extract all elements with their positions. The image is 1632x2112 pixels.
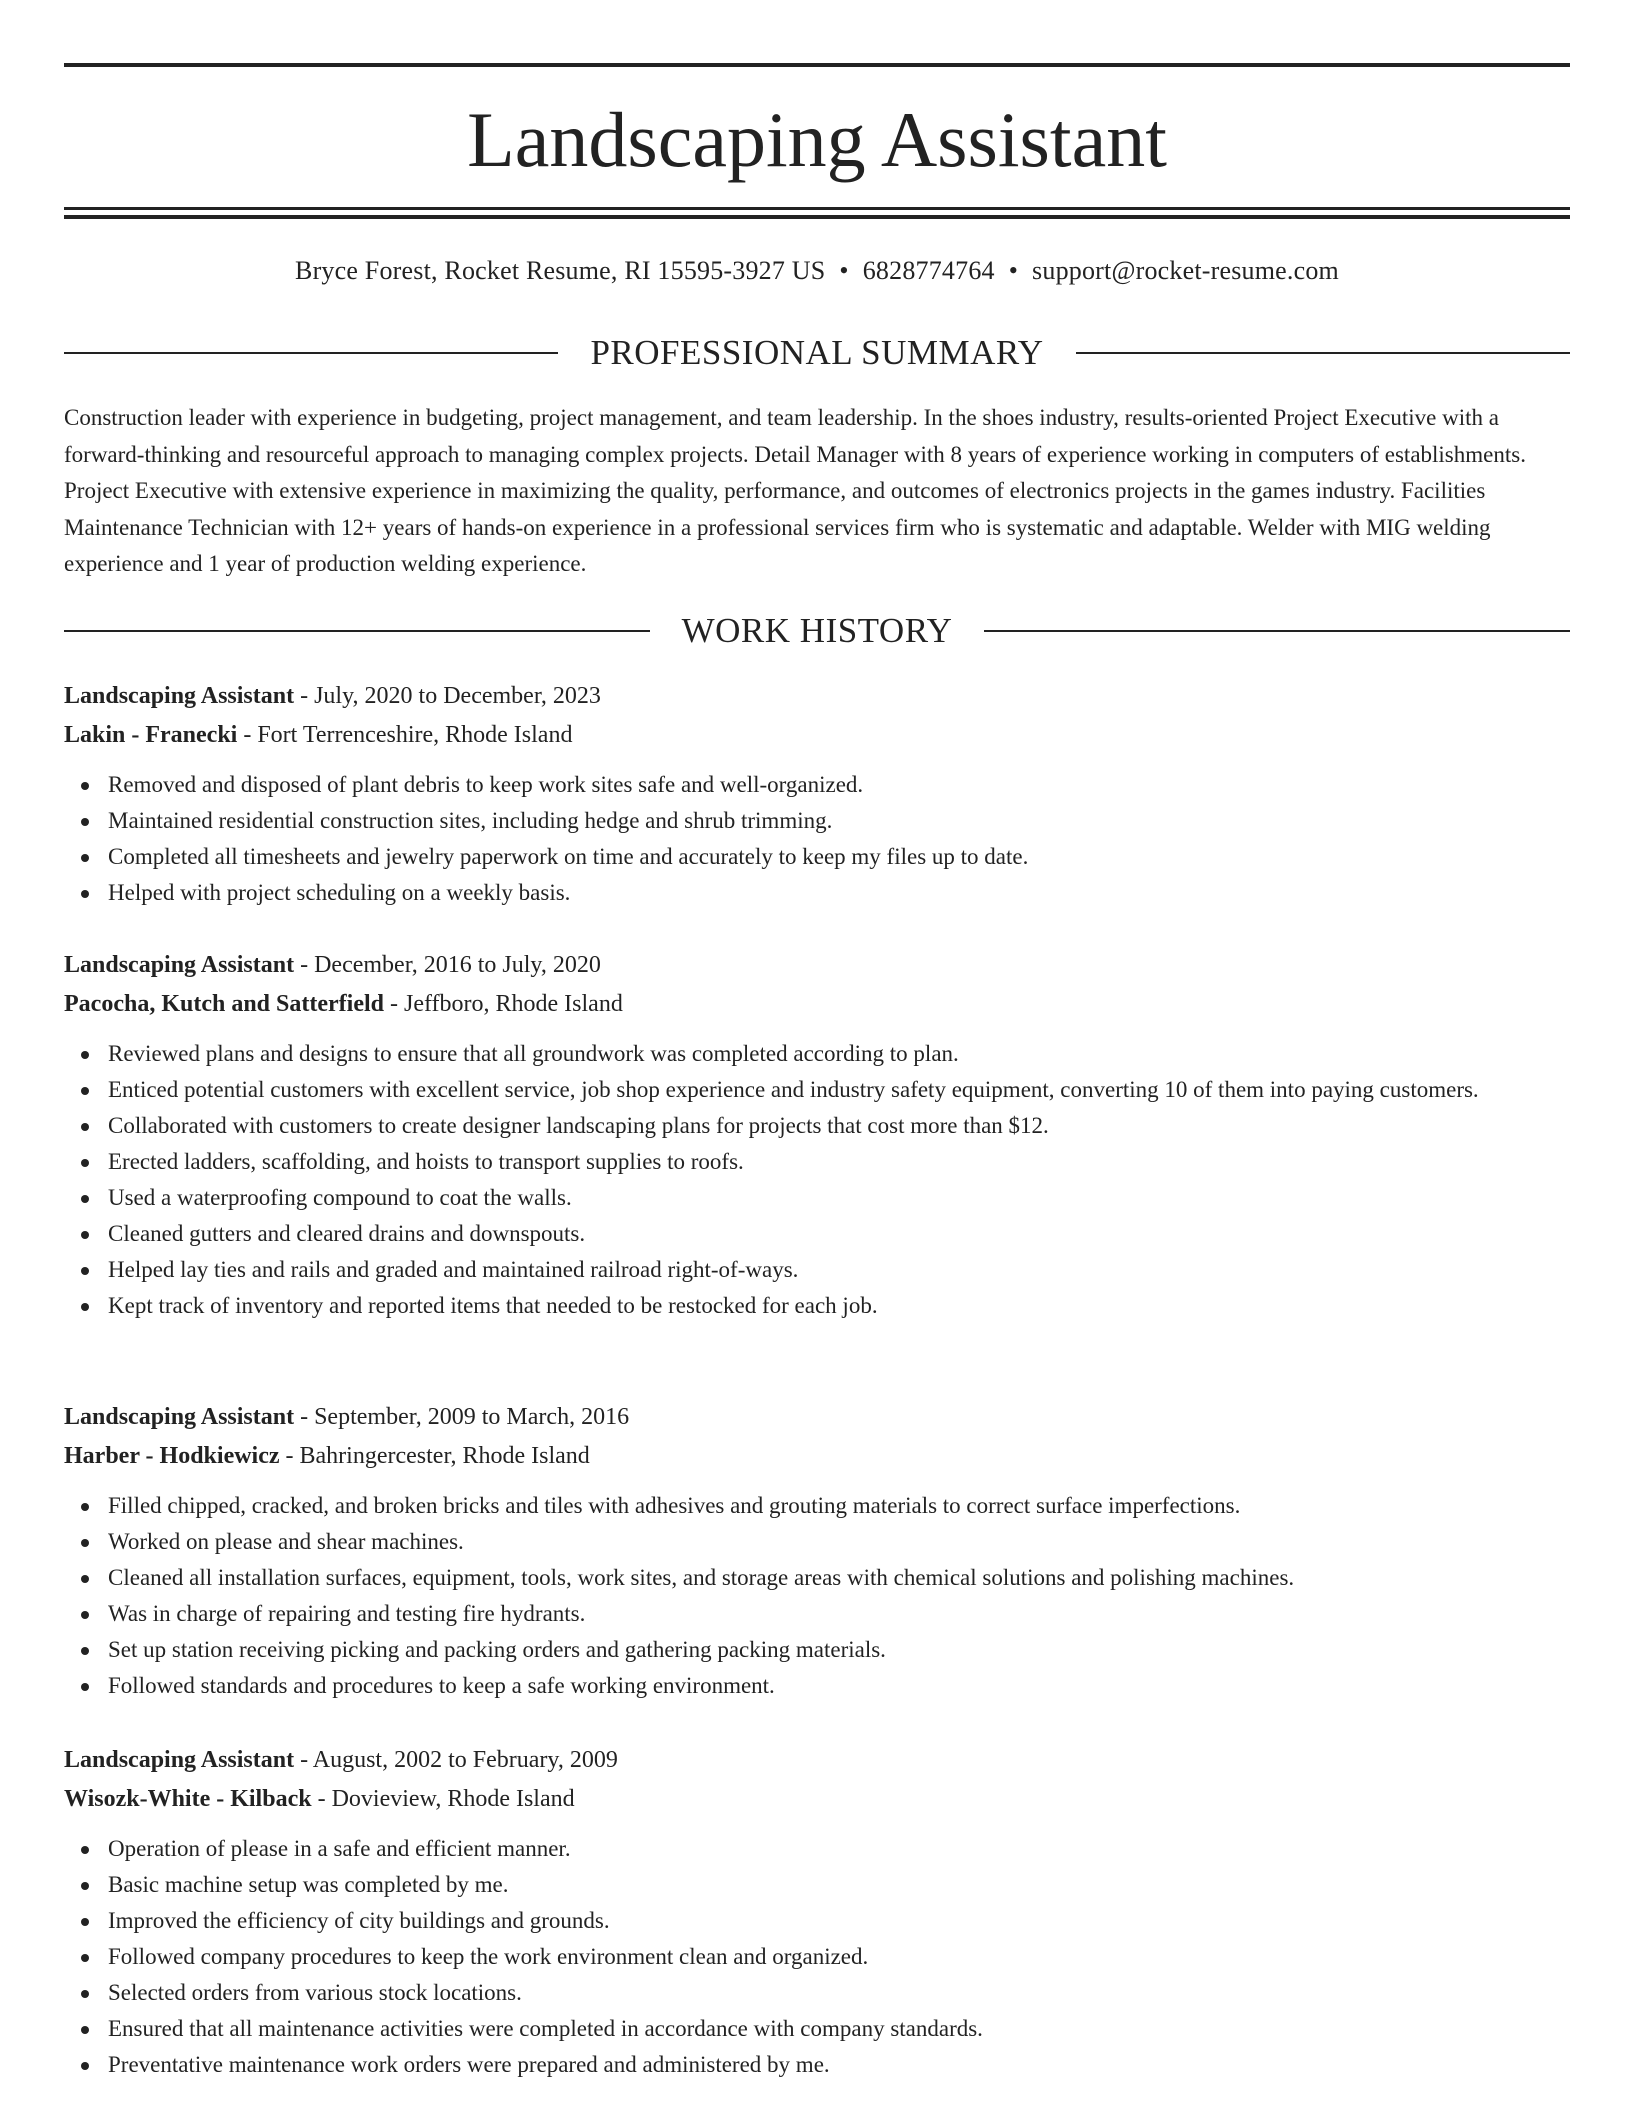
job-bullet: Followed standards and procedures to keep a safe working environment. <box>64 1668 1570 1704</box>
work-history-heading <box>64 609 1570 653</box>
job-bullet: Kept track of inventory and reported items that needed to be restocked for each job. <box>64 1288 1570 1324</box>
job-entry <box>64 677 1570 911</box>
job-bullets <box>64 1488 1570 1704</box>
job-bullet: Reviewed plans and designs to ensure that all groundwork was completed according to plan. <box>64 1036 1570 1072</box>
job-bullet: Selected orders from various stock locations. <box>64 1975 1570 2011</box>
job-bullet: Basic machine setup was completed by me. <box>64 1867 1570 1903</box>
job-company: Pacocha, Kutch and Satterfield <box>64 991 384 1017</box>
job-bullet: Set up station receiving picking and packing orders and gathering packing materials. <box>64 1632 1570 1668</box>
job-bullet: Collaborated with customers to create designer landscaping plans for projects that cost more than $12. <box>64 1108 1570 1144</box>
job-company: Wisozk-White - Kilback <box>64 1786 312 1812</box>
job-bullet: Filled chipped, cracked, and broken bricks and tiles with adhesives and grouting materials to correct surface imperfections. <box>64 1488 1570 1524</box>
job-bullets <box>64 767 1570 911</box>
contact-email[interactable]: support@rocket-resume.com <box>1032 256 1339 285</box>
job-bullet: Followed company procedures to keep the work environment clean and organized. <box>64 1939 1570 1975</box>
job-bullet: Helped with project scheduling on a weekly basis. <box>64 875 1570 911</box>
job-bullet: Ensured that all maintenance activities were completed in accordance with company standards. <box>64 2011 1570 2047</box>
job-bullet: Cleaned gutters and cleared drains and downspouts. <box>64 1216 1570 1252</box>
job-bullets <box>64 1036 1570 1324</box>
job-role: Landscaping Assistant <box>64 1404 295 1430</box>
job-entry <box>64 946 1570 1324</box>
job-bullet: Used a waterproofing compound to coat the walls. <box>64 1180 1570 1216</box>
job-location: - Fort Terrenceshire, Rhode Island <box>237 722 573 748</box>
job-bullets <box>64 1831 1570 2083</box>
job-company-line <box>64 985 1570 1024</box>
job-title-line <box>64 1741 1570 1780</box>
contact-line <box>64 253 1570 289</box>
summary-text: Construction leader with experience in budgeting, project management, and team leadership. In the shoes industry, results-oriented Project Executive with a forward-thinking and resourceful approach to managing complex projects. Detail Manager with 8 years of experience working in computers of establishments. Project Executive with extensive experience in maximizing the quality, performance, and outcomes of electronics projects in the games industry. Facilities Maintenance Technician with 12+ years of hands-on experience in a professional services firm who is systematic and adaptable. Welder with MIG welding experience and 1 year of production welding experience. <box>64 405 1526 576</box>
job-title-line <box>64 1398 1570 1437</box>
heading-rule-left <box>64 630 650 632</box>
job-role: Landscaping Assistant <box>64 952 295 978</box>
job-bullet: Was in charge of repairing and testing fire hydrants. <box>64 1596 1570 1632</box>
job-bullet: Helped lay ties and rails and graded and maintained railroad right-of-ways. <box>64 1252 1570 1288</box>
heading-rule-right <box>1076 352 1570 354</box>
resume-title: Landscaping Assistant <box>467 96 1167 183</box>
summary-heading-label: PROFESSIONAL SUMMARY <box>590 333 1044 372</box>
summary-heading <box>64 331 1570 375</box>
contact-separator: • <box>839 256 849 285</box>
contact-phone: 6828774764 <box>862 256 995 285</box>
contact-separator: • <box>1008 256 1019 285</box>
job-entry <box>64 1398 1570 1704</box>
job-title-line <box>64 946 1570 985</box>
job-company-line <box>64 716 1570 755</box>
job-location: - Jeffboro, Rhode Island <box>383 991 623 1017</box>
job-bullet: Removed and disposed of plant debris to keep work sites safe and well-organized. <box>64 767 1570 803</box>
job-role: Landscaping Assistant <box>64 683 295 709</box>
job-company-line <box>64 1437 1570 1476</box>
job-location: - Dovieview, Rhode Island <box>311 1786 575 1812</box>
header-rule-upper <box>64 207 1570 210</box>
header-rule-lower <box>64 215 1570 219</box>
job-bullet: Erected ladders, scaffolding, and hoists to transport supplies to roofs. <box>64 1144 1570 1180</box>
header-top-rule <box>64 63 1570 67</box>
job-entry <box>64 1741 1570 2083</box>
job-bullet: Maintained residential construction sites, including hedge and shrub trimming. <box>64 803 1570 839</box>
job-bullet: Worked on please and shear machines. <box>64 1524 1570 1560</box>
job-location: - Bahringercester, Rhode Island <box>279 1443 590 1469</box>
job-company-line <box>64 1780 1570 1819</box>
contact-address: Bryce Forest, Rocket Resume, RI 15595-3927 US <box>295 256 826 285</box>
job-dates: - December, 2016 to July, 2020 <box>294 952 601 978</box>
work-history-heading-label: WORK HISTORY <box>681 611 953 650</box>
job-dates: - August, 2002 to February, 2009 <box>294 1747 618 1773</box>
heading-rule-right <box>984 630 1570 632</box>
job-bullet: Preventative maintenance work orders were prepared and administered by me. <box>64 2047 1570 2083</box>
heading-rule-left <box>64 352 558 354</box>
job-role: Landscaping Assistant <box>64 1747 295 1773</box>
job-dates: - July, 2020 to December, 2023 <box>294 683 601 709</box>
job-bullet: Completed all timesheets and jewelry paperwork on time and accurately to keep my files up to date. <box>64 839 1570 875</box>
job-company: Lakin - Franecki <box>64 722 238 748</box>
job-dates: - September, 2009 to March, 2016 <box>294 1404 630 1430</box>
job-bullet: Enticed potential customers with excellent service, job shop experience and industry safety equipment, converting 10 of them into paying customers. <box>64 1072 1570 1108</box>
job-title-line <box>64 677 1570 716</box>
job-bullet: Cleaned all installation surfaces, equipment, tools, work sites, and storage areas with chemical solutions and polishing machines. <box>64 1560 1570 1596</box>
job-company: Harber - Hodkiewicz <box>64 1443 280 1469</box>
job-bullet: Improved the efficiency of city buildings and grounds. <box>64 1903 1570 1939</box>
job-bullet: Operation of please in a safe and efficient manner. <box>64 1831 1570 1867</box>
